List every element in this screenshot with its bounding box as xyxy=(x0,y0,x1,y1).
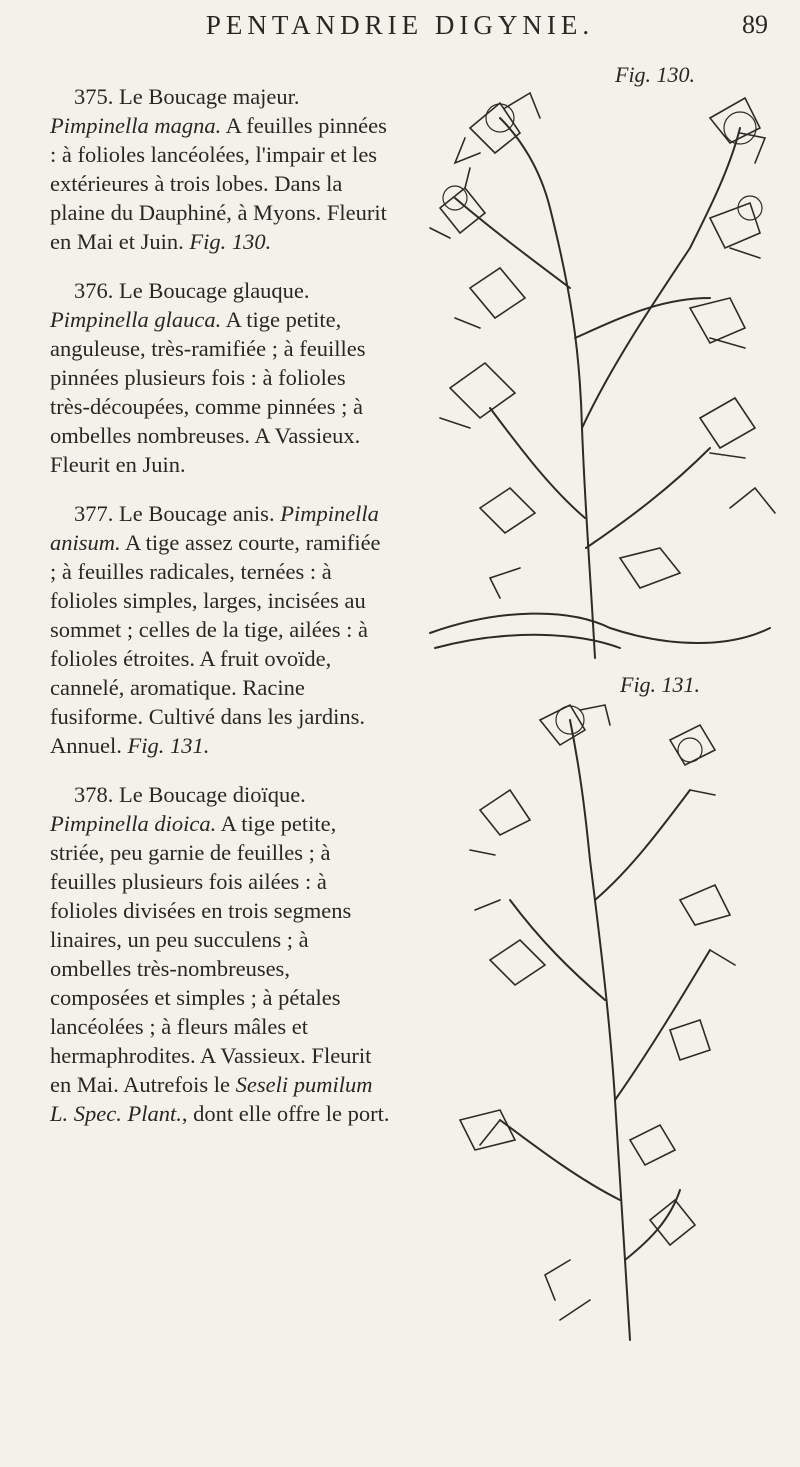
entry-377 xyxy=(50,499,390,760)
entry-latin: Pimpinella magna. xyxy=(50,113,222,138)
entry-name: Le Boucage anis. xyxy=(119,501,275,526)
entry-synonym: Seseli pumilum L. Spec. Plant. xyxy=(50,1072,373,1126)
entry-name: Le Boucage majeur. xyxy=(119,84,300,109)
entry-latin: Pimpinella dioica. xyxy=(50,811,217,836)
entry-name: Le Boucage dioïque. xyxy=(119,782,306,807)
fig-130-label: Fig. 130. xyxy=(615,62,696,87)
entry-376 xyxy=(50,276,390,479)
entry-number: 378. xyxy=(74,782,114,807)
entry-text: A tige assez courte, ramifiée ; à feuilles radicales, ternées : à folioles simples, larges, incisées au sommet ; celles de la tige, ailées : à folioles étroites. A fruit ovoïde, cannelé, aromatique. Racine fusiforme. Cultivé dans les jardins. Annuel. xyxy=(50,530,381,758)
entry-number: 375. xyxy=(74,84,114,109)
entry-text: A tige petite, striée, peu garnie de feuilles ; à feuilles plusieurs fois ailées : à folioles divisées en trois segmens linaires, un peu succulens ; à ombelles très-nombreuses, composées et simples ; à pétales lancéolées ; à fleurs mâles et hermaphrodites. A Vassieux. Fleurit en Mai. Autrefois le xyxy=(50,811,372,1097)
fig-131-illustration xyxy=(420,700,760,1350)
entry-375 xyxy=(50,82,390,256)
text-column xyxy=(50,82,390,1148)
entry-text: A feuilles pinnées : à folioles lancéolées, l'impair et les extérieures à trois lobes. Dans la plaine du Dauphiné, à Myons. Fleurit en Mai et Juin. xyxy=(50,113,387,254)
entry-fig: Fig. 131. xyxy=(127,733,210,758)
entry-latin: Pimpinella anisum. xyxy=(50,501,379,555)
fig-131-label: Fig. 131. xyxy=(620,672,701,697)
entry-number: 377. xyxy=(74,501,114,526)
entry-name: Le Boucage glauque. xyxy=(119,278,310,303)
entry-text-end: , dont elle offre le port. xyxy=(181,1101,390,1126)
page-number: 89 xyxy=(742,10,768,39)
fig-130-illustration xyxy=(410,88,780,668)
entry-latin: Pimpinella glauca. xyxy=(50,307,222,332)
page-header: PENTANDRIE DIGYNIE. xyxy=(205,10,595,40)
entry-number: 376. xyxy=(74,278,114,303)
entry-text: A tige petite, anguleuse, très-ramifiée ; à feuilles pinnées plusieurs fois : à folioles très-découpées, comme pinnées ; à ombelles nombreuses. A Vassieux. Fleurit en Juin. xyxy=(50,307,366,477)
entry-378 xyxy=(50,780,390,1128)
entry-fig: Fig. 130. xyxy=(189,229,272,254)
